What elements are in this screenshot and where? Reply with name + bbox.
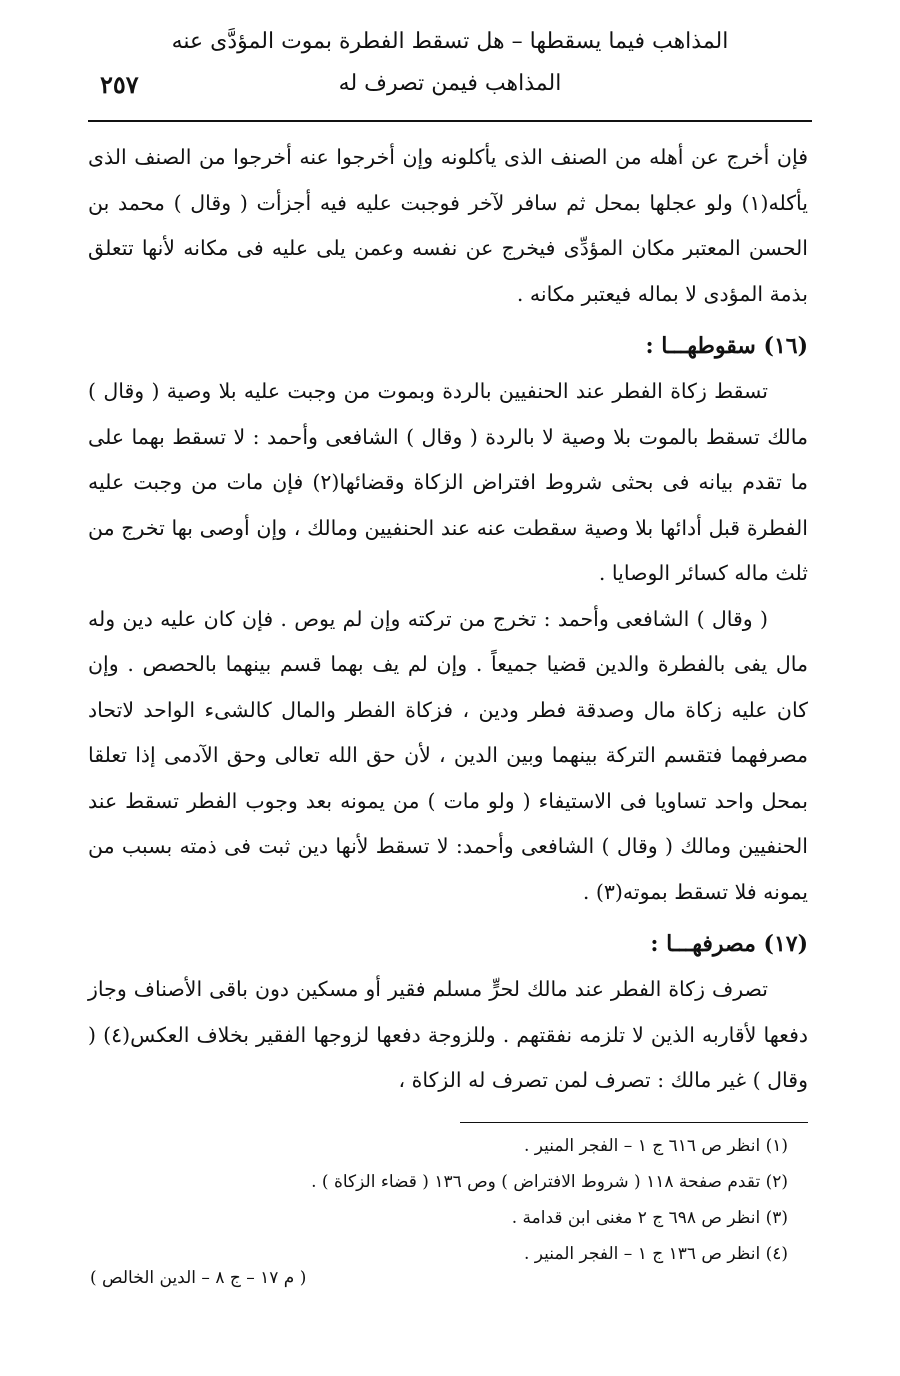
paragraph-1: فإن أخرج عن أهله من الصنف الذى يأكلونه وإن أخرجوا عنه أخرجوا من الصنف الذى يأكله(١) ولو عجلها بمحل ثم سافر لآخر فوجبت عليه فيه أجزأت ( وقال ) محمد بن الحسن المعتبر مكان المؤدِّى فيخرج عن نفسه وعمن يلى عليه فى مكانه لأنها تتعلق بذمة المؤدى لا بماله فيعتبر مكانه .: [88, 145, 808, 306]
signature-mark: ( م ١٧ – ج ٨ – الدين الخالص ): [90, 1268, 307, 1288]
footnote-1: (١) انظر ص ٦١٦ ج ١ – الفجر المنير .: [523, 1136, 788, 1156]
footnote-4: (٤) انظر ص ١٣٦ ج ١ – الفجر المنير .: [523, 1244, 788, 1264]
page-number: ٢٥٧: [100, 70, 139, 99]
section-heading-17: (١٧) مصرفهـــا :: [650, 931, 808, 957]
footnote-rule: [460, 1122, 808, 1123]
footnote-2: (٢) تقدم صفحة ١١٨ ( شروط الافتراض ) وص ١٣٦ ( قضاء الزكاة ) .: [311, 1172, 788, 1192]
paragraph-3: ( وقال ) الشافعى وأحمد : تخرج من تركته وإن لم يوص . فإن كان عليه دين وله مال يفى بالفطرة والدين قضيا جميعاً . وإن لم يف بهما قسم بينهما بالحصص . وإن كان عليه زكاة مال وصدقة فطر ودين ، فزكاة الفطر والمال كالشىء الواحد لاتحاد مصرفهما فتقسم التركة بينهما وبين الدين ، لأن حق الله تعالى وحق الآدمى إذا تعلقا بمحل واحد تساويا فى الاستيفاء ( ولو مات ) من يمونه بعد وجوب الفطر تسقط عند الحنفيين ومالك ( وقال ) الشافعى وأحمد: لا تسقط لأنها دين ثبت فى ذمته بسبب من يمونه فلا تسقط بموته(٣) .: [88, 606, 808, 904]
paragraph-4: تصرف زكاة الفطر عند مالك لحرٍّ مسلم فقير أو مسكين دون باقى الأصناف وجاز دفعها لأقاربه الذين لا تلزمه نفقتهم . وللزوجة دفعها لزوجها الفقير بخلاف العكس(٤) ( وقال ) غير مالك : تصرف لمن تصرف له الزكاة ،: [88, 977, 808, 1092]
header-rule: [88, 120, 812, 122]
footnotes: [90, 1128, 788, 1272]
footnote-3: (٣) انظر ص ٦٩٨ ج ٢ مغنى ابن قدامة .: [511, 1208, 788, 1228]
paragraph-2: تسقط زكاة الفطر عند الحنفيين بالردة وبموت من وجبت عليه بلا وصية ( وقال ) مالك تسقط بالموت بلا وصية لا بالردة ( وقال ) الشافعى وأحمد : لا تسقط بهما على ما تقدم بيانه فى بحثى شروط افتراض الزكاة وقضائها(٢) فإن مات من وجبت عليه الفطرة قبل أدائها بلا وصية سقطت عنه عند الحنفيين ومالك ، وإن أوصى بها تخرج من ثلث ماله كسائر الوصايا .: [88, 379, 809, 585]
running-header: [90, 22, 810, 112]
main-text: [88, 135, 808, 1104]
header-title-line1: المذاهب فيما يسقطها – هل تسقط الفطرة بموت المؤدَّى عنه: [171, 29, 729, 54]
header-title-line2: المذاهب فيمن تصرف له: [338, 71, 562, 96]
section-heading-16: (١٦) سقوطهـــا :: [645, 333, 808, 359]
